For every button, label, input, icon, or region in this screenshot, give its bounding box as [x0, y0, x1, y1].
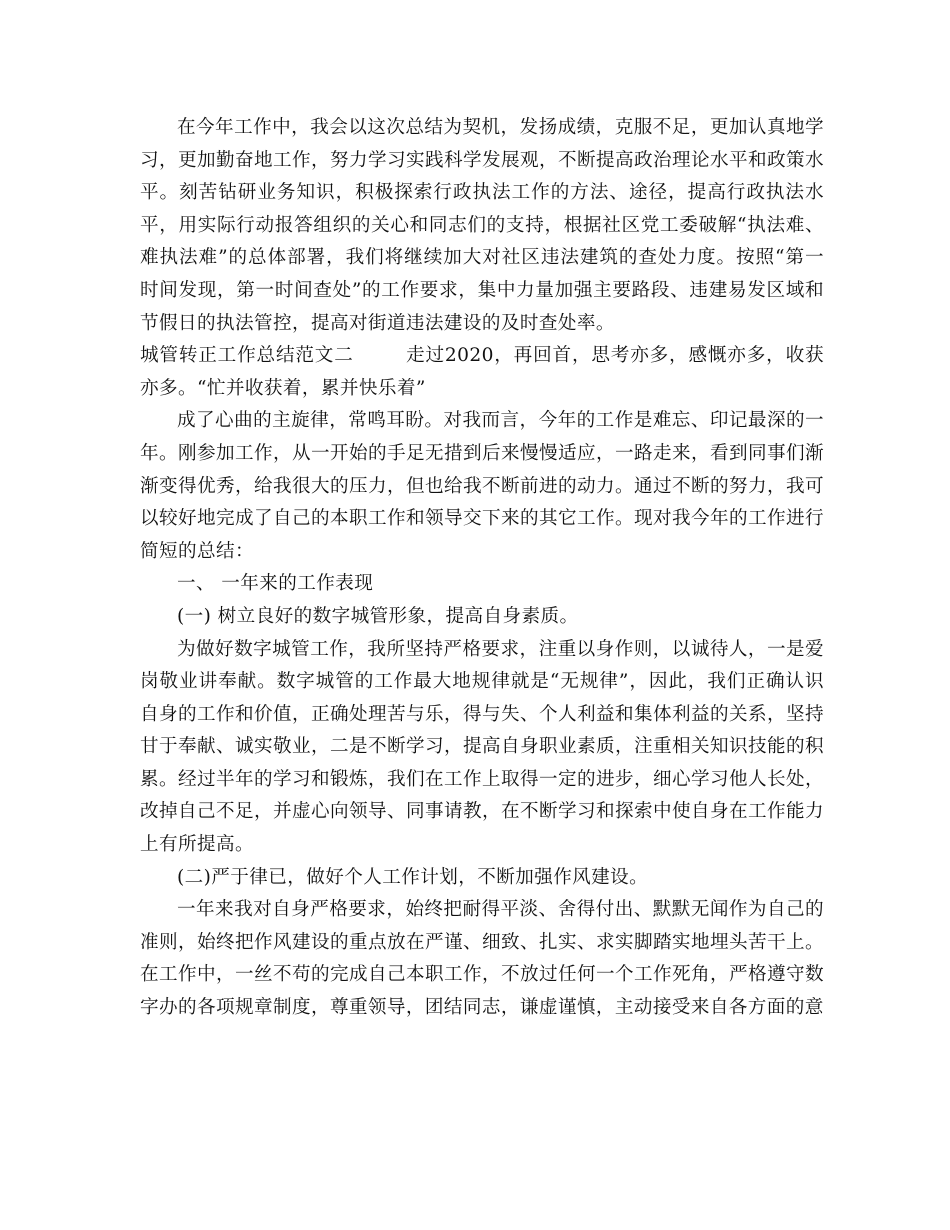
section-heading-paragraph — [140, 340, 824, 405]
document-body — [140, 112, 824, 1025]
section-intro: 走过2020，再回首，思考亦多，感慨亦多，收获亦多。“忙并收获着，累并快乐着” — [140, 345, 824, 399]
subsection-heading: (一) 树立良好的数字城管形象，提高自身素质。 — [177, 605, 579, 627]
paragraph: 一年来我对自身严格要求，始终把耐得平淡、舍得付出、默默无闻作为自己的准则，始终把作风建设的重点放在严谨、细致、扎实、求实脚踏实地埋头苦干上。在工作中，一丝不苟的完成自己本职工作，不放过任何一个工作死角，严格遵守数字办的各项规章制度，尊重领导，团结同志，谦虚谨慎，主动接受来自各方面的意 — [140, 899, 824, 1019]
paragraph: 为做好数字城管工作，我所坚持严格要求，注重以身作则，以诚待人，一是爱岗敬业讲奉献。数字城管的工作最大地规律就是“无规律”，因此，我们正确认识自身的工作和价值，正确处理苦与乐，得与失、个人利益和集体利益的关系，坚持甘于奉献、诚实敬业，二是不断学习，提高自身职业素质，注重相关知识技能的积累。经过半年的学习和锻炼，我们在工作上取得一定的进步，细心学习他人长处，改掉自己不足，并虚心向领导、同事请教，在不断学习和探索中使自身在工作能力上有所提高。 — [140, 638, 824, 856]
subsection-heading: (二)严于律已，做好个人工作计划，不断加强作风建设。 — [177, 866, 649, 888]
paragraph: 在今年工作中，我会以这次总结为契机，发扬成绩，克服不足，更加认真地学习，更加勤奋地工作，努力学习实践科学发展观，不断提高政治理论水平和政策水平。刻苦钻研业务知识，积极探索行政执法工作的方法、途径，提高行政执法水平，用实际行动报答组织的关心和同志们的支持，根据社区党工委破解“执法难、难执法难”的总体部署，我们将继续加大对社区违法建筑的查处力度。按照“第一时间发现，第一时间查处”的工作要求，集中力量加强主要路段、违建易发区域和节假日的执法管控，提高对街道违法建设的及时查处率。 — [140, 117, 824, 334]
paragraph: 成了心曲的主旋律，常鸣耳盼。对我而言，今年的工作是难忘、印记最深的一年。刚参加工作，从一开始的手足无措到后来慢慢适应，一路走来，看到同事们渐渐变得优秀，给我很大的压力，但也给我不断前进的动力。通过不断的努力，我可以较好地完成了自己的本职工作和领导交下来的其它工作。现对我今年的工作进行简短的总结： — [140, 410, 824, 562]
section-heading: 一、 一年来的工作表现 — [177, 573, 374, 595]
section-title: 城管转正工作总结范文二 — [140, 345, 354, 367]
